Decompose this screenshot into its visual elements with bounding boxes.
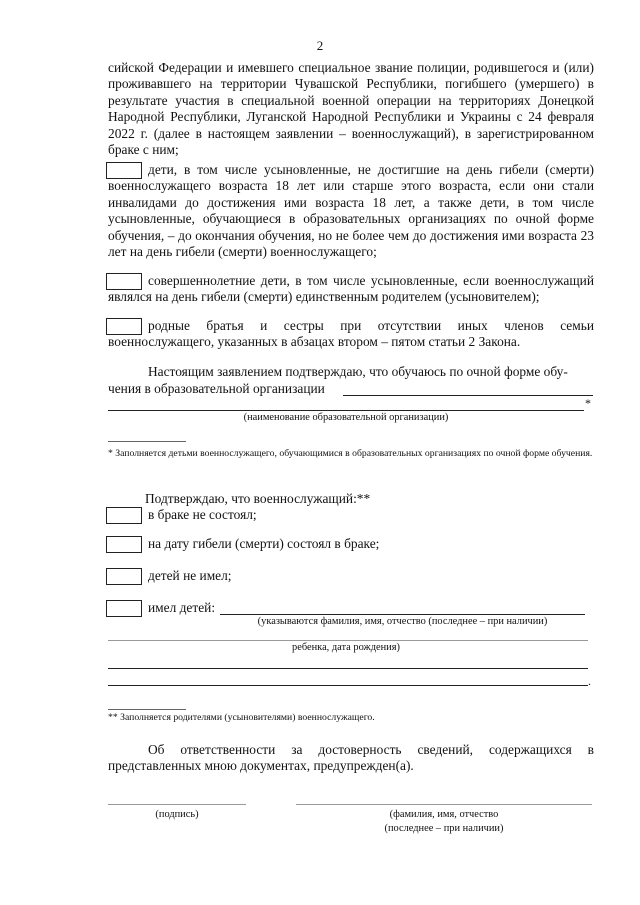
option-adult-children-text: совершеннолетние дети, в том числе усыновленные, если военнослужащий являлся на день гибели (смерти) единственным родителем (усыновителем); (108, 273, 594, 305)
children-caption-2: ребенка, дата рождения) (292, 642, 400, 653)
org-name-field-line1[interactable] (343, 395, 593, 396)
confirm-study-line1: Настоящим заявлением подтверждаю, что обучаюсь по очной форме обу- (148, 364, 568, 379)
confirm-study-line2: чения в образовательной организации (108, 381, 325, 396)
responsibility-paragraph: Об ответственности за достоверность сведений, содержащихся в представленных мною документах, предупрежден(а). (108, 742, 594, 774)
asterisk-mark: * (585, 396, 591, 410)
footnote-divider-1 (108, 441, 186, 442)
full-name-field-line[interactable] (296, 804, 592, 805)
page-number: 2 (316, 38, 324, 53)
option-no-children-label: детей не имел; (148, 568, 232, 583)
children-caption-1: (указываются фамилия, имя, отчество (последнее – при наличии) (257, 616, 548, 627)
full-name-caption-1: (фамилия, имя, отчество (389, 809, 499, 820)
children-field-line4[interactable] (108, 685, 588, 686)
period-mark: . (588, 674, 591, 688)
checkbox-not-married[interactable] (106, 507, 142, 524)
checkbox-no-children[interactable] (106, 568, 142, 585)
signature-field-line[interactable] (108, 804, 246, 805)
option-had-children-label: имел детей: (148, 600, 216, 615)
children-field-line3[interactable] (108, 668, 588, 669)
footnote-1: * Заполняется детьми военнослужащего, обучающимися в образовательных организациях по очной форме обучения. (108, 448, 593, 459)
option-siblings-text: родные братья и сестры при отсутствии иных членов семьи военнослужащего, указанных в абзацах втором – пятом статьи 2 Закона. (108, 318, 594, 350)
checkbox-had-children[interactable] (106, 600, 142, 617)
full-name-caption-2: (последнее – при наличии) (384, 823, 504, 834)
checkbox-married[interactable] (106, 536, 142, 553)
footnote-divider-2 (108, 709, 186, 710)
option-not-married-label: в браке не состоял; (148, 507, 257, 522)
option-children-text: дети, в том числе усыновленные, не достигшие на день гибели (смерти) военнослужащего возраста 18 лет или старше этого возраста, если они стали инвалидами до достижения ими возраста 18 лет, а также дети, в том числе усыновленные, обучающиеся в образовательных организациях по очной форме обучения, – до окончания обучения, но не более чем до достижения ими возраста 23 лет на день гибели (смерти) военнослужащего; (108, 162, 594, 260)
option-married-label: на дату гибели (смерти) состоял в браке; (148, 536, 380, 551)
footnote-2: ** Заполняется родителями (усыновителями) военнослужащего. (108, 712, 375, 723)
confirm-serviceman-heading: Подтверждаю, что военнослужащий:** (145, 491, 371, 506)
signature-caption: (подпись) (155, 809, 199, 820)
org-name-caption: (наименование образовательной организации) (243, 412, 449, 423)
intro-paragraph: сийской Федерации и имевшего специальное звание полиции, родившегося и (или) проживавшего на территории Чувашской Республики, погибшего (умершего) в результате участия в специальной военной операции на территориях Донецкой Народной Республики, Луганской Народной Республики и Украины с 24 февраля 2022 г. (далее в настоящем заявлении – военнослужащий), в зарегистрированном браке с ним; (108, 60, 594, 158)
